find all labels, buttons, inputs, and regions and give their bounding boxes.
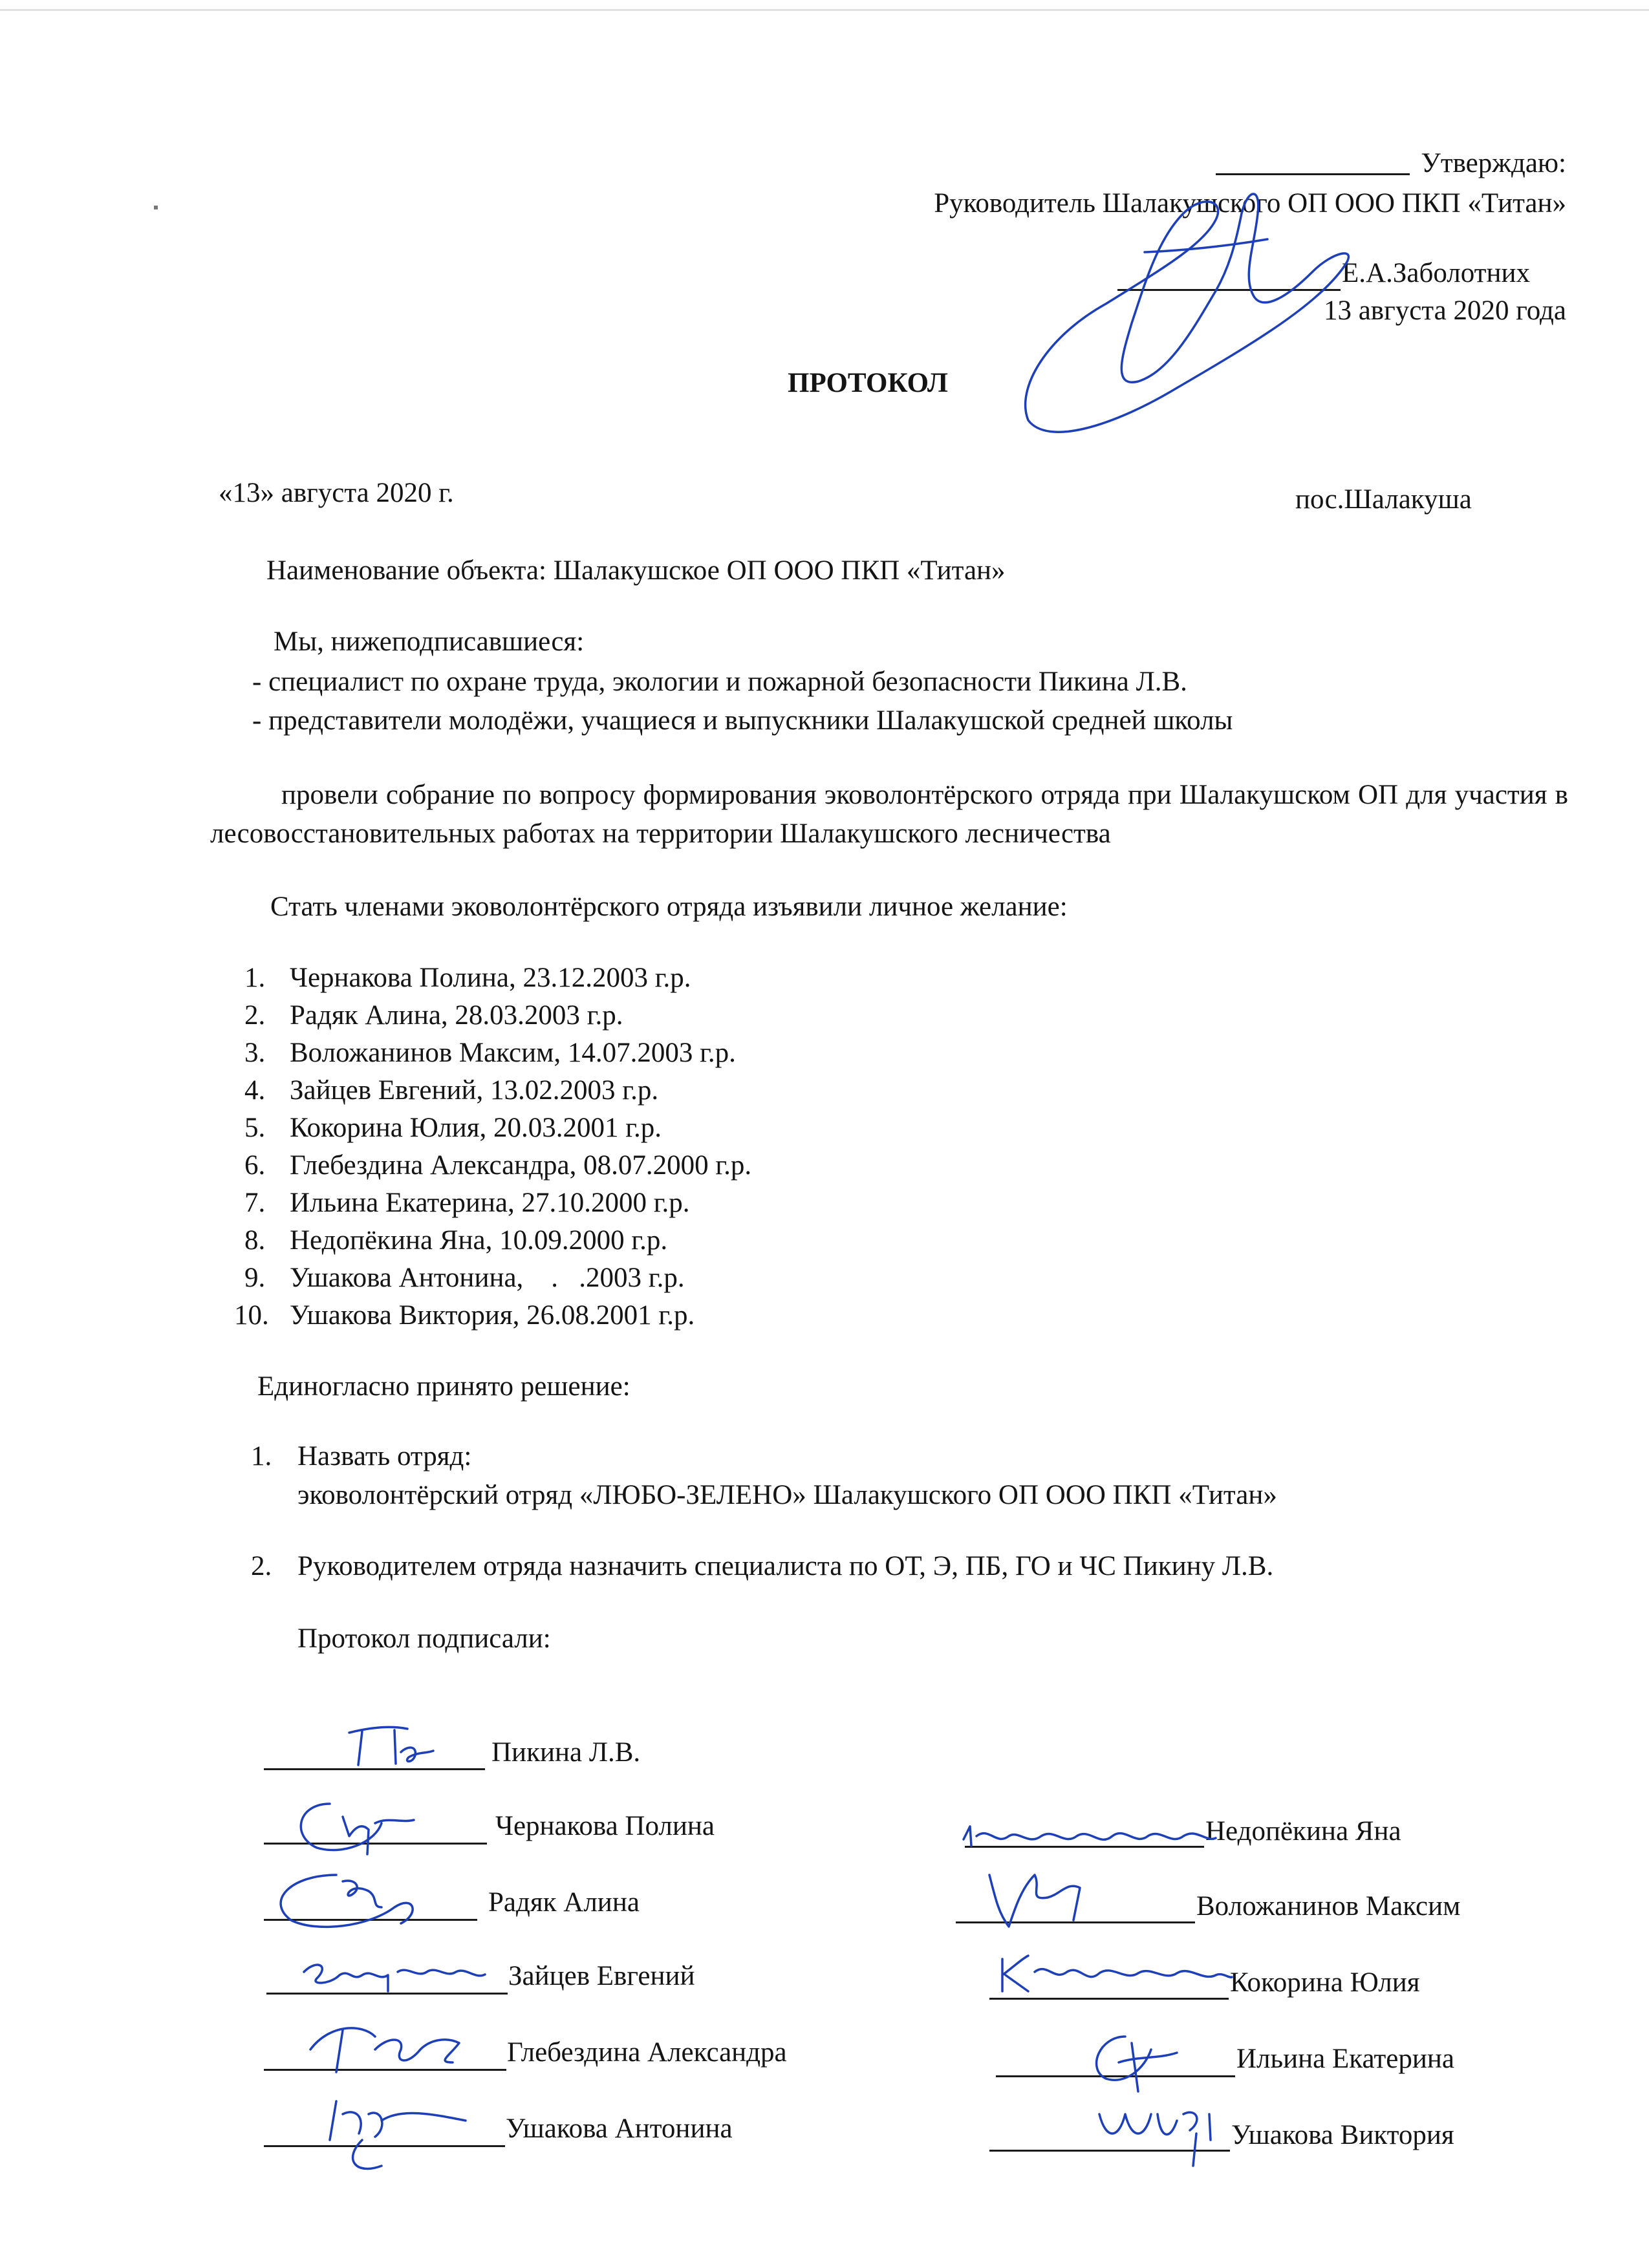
signature-radyak <box>265 1862 433 1940</box>
member-text: Ильина Екатерина, 27.10.2000 г.р. <box>290 1188 690 1218</box>
signer-name: Воложанинов Максим <box>1196 1891 1461 1921</box>
signer-name: Ильина Екатерина <box>1236 2044 1454 2074</box>
member-item <box>244 1262 685 1294</box>
member-text: Радяк Алина, 28.03.2003 г.р. <box>290 1000 623 1031</box>
signer-name: Глебездина Александра <box>507 2037 787 2068</box>
signature-glebezdina <box>291 2011 479 2082</box>
member-number: 1. <box>244 963 266 993</box>
signer-name: Недопёкина Яна <box>1205 1816 1401 1846</box>
members-intro: Стать членами эковолонтёрского отряда изъявили личное желание: <box>270 892 1068 922</box>
member-text: Ушакова Антонина, . .2003 г.р. <box>290 1263 685 1293</box>
member-number: 7. <box>244 1188 266 1218</box>
protocol-place: пос.Шалакуша <box>1295 484 1472 515</box>
signer-name: Радяк Алина <box>488 1887 640 1918</box>
decision-intro: Единогласно принято решение: <box>257 1371 630 1402</box>
signature-pikina <box>336 1720 440 1778</box>
participant-item: - представители молодёжи, учащиеся и выпускники Шалакушской средней школы <box>252 705 1233 736</box>
member-number: 9. <box>244 1263 266 1293</box>
signer-name: Ушакова Антонина <box>506 2113 733 2144</box>
member-text: Воложанинов Максим, 14.07.2003 г.р. <box>290 1038 736 1068</box>
member-number: 3. <box>244 1038 266 1068</box>
member-number: 10. <box>234 1300 269 1331</box>
decision-text: эковолонтёрский отряд «ЛЮБО-ЗЕЛЕНО» Шалакушского ОП ООО ПКП «Титан» <box>297 1480 1277 1510</box>
signature-ushakova-a <box>304 2088 479 2179</box>
approver-signature <box>1009 175 1371 446</box>
member-item <box>244 1037 736 1069</box>
member-text: Глебездина Александра, 08.07.2000 г.р. <box>290 1150 752 1181</box>
member-text: Зайцев Евгений, 13.02.2003 г.р. <box>290 1075 659 1106</box>
signer-name: Пикина Л.В. <box>491 1737 641 1768</box>
member-number: 4. <box>244 1075 266 1106</box>
signer-name: Ушакова Виктория <box>1231 2120 1454 2150</box>
decision-number: 2. <box>251 1551 272 1581</box>
protocol-date: «13» августа 2020 г. <box>219 478 454 508</box>
decision-number: 1. <box>251 1441 272 1471</box>
member-text: Кокорина Юлия, 20.03.2001 г.р. <box>290 1113 662 1143</box>
signature-kokorina <box>989 1946 1235 2004</box>
signer-name: Зайцев Евгений <box>508 1961 695 1991</box>
approval-date: 13 августа 2020 года <box>1323 295 1566 326</box>
meeting-paragraph: провели собрание по вопросу формирования эковолонтёрского отряда при Шалакушском ОП для участия в лесовосстановительных работах на территории Шалакушского лесничества <box>210 780 1568 849</box>
scan-speck <box>154 206 158 209</box>
member-item <box>244 1112 662 1144</box>
member-item <box>244 1187 689 1219</box>
approve-label: Утверждаю: <box>1421 148 1566 178</box>
member-number: 8. <box>244 1225 266 1256</box>
member-number: 5. <box>244 1113 266 1143</box>
signer-name: Чернакова Полина <box>495 1811 715 1841</box>
member-text: Чернакова Полина, 23.12.2003 г.р. <box>290 963 691 993</box>
decision-text: Назвать отряд: <box>297 1441 472 1471</box>
decision-text: Руководителем отряда назначить специалиста по ОТ, Э, ПБ, ГО и ЧС Пикину Л.В. <box>297 1551 1274 1581</box>
signature-nedopekina <box>957 1820 1222 1859</box>
signer-name: Кокорина Юлия <box>1230 1967 1420 1998</box>
participants-intro: Мы, нижеподписавшиеся: <box>274 626 585 657</box>
participant-item: - специалист по охране труда, экологии и пожарной безопасности Пикина Л.В. <box>252 667 1187 697</box>
member-number: 6. <box>244 1150 266 1181</box>
signature-zaytsev <box>291 1946 504 1998</box>
signature-volozhaninov <box>970 1862 1099 1940</box>
member-item <box>244 1225 667 1256</box>
approver-name: Е.А.Заболотних <box>1342 258 1530 288</box>
member-item <box>244 1000 623 1031</box>
member-number: 2. <box>244 1000 266 1031</box>
member-text: Недопёкина Яна, 10.09.2000 г.р. <box>290 1225 668 1256</box>
member-item <box>234 1300 695 1331</box>
signature-chernakova <box>285 1791 433 1862</box>
signed-label: Протокол подписали: <box>297 1623 551 1654</box>
signature-ushakova-v <box>1086 2095 1229 2172</box>
scan-edge-line <box>0 9 1649 11</box>
member-text: Ушакова Виктория, 26.08.2001 г.р. <box>290 1300 695 1331</box>
page-title: ПРОТОКОЛ <box>788 368 948 398</box>
approver-position: Руководитель Шалакушского ОП ООО ПКП «Титан» <box>934 188 1566 219</box>
member-item <box>244 1075 658 1106</box>
member-item <box>244 1150 751 1181</box>
object-name: Наименование объекта: Шалакушское ОП ООО ПКП «Титан» <box>266 555 1006 586</box>
member-item <box>244 962 691 994</box>
signature-ilyina <box>1061 2024 1190 2095</box>
